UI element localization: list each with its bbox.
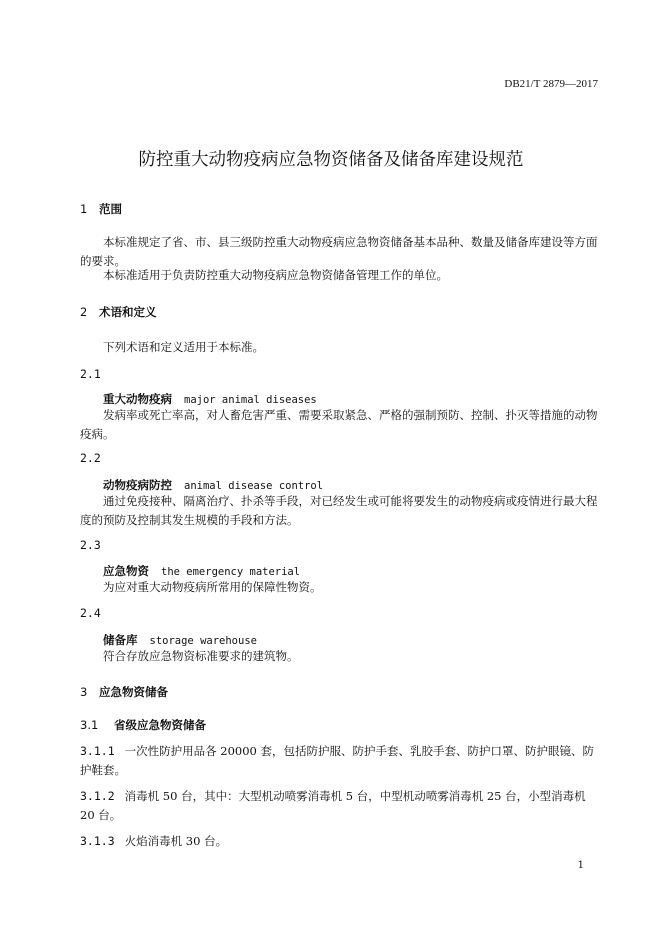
section-title: 应急物资储备 (99, 685, 168, 699)
page-number: 1 (577, 860, 584, 871)
term-number: 2.2 (80, 451, 101, 465)
term-heading (103, 563, 300, 579)
section-2-heading (80, 304, 157, 320)
standard-code: DB21/T 2879—2017 (504, 78, 598, 90)
section-3-heading (80, 684, 168, 700)
paragraph: 本标准适用于负责防控重大动物疫病应急物资储备管理工作的单位。 (103, 268, 448, 282)
clause-text: 一次性防护用品各 20000 套，包括防护服、防护手套、乳胶手套、防护口罩、防护眼镜、防护鞋套。 (80, 744, 595, 777)
clause-3-1-2 (80, 787, 601, 825)
section-title: 术语和定义 (99, 305, 157, 319)
section-title: 范围 (99, 202, 122, 216)
term-definition: 通过免疫接种、隔离治疗、扑杀等手段，对已经发生或可能将要发生的动物疫病或疫情进行最大程度的预防及控制其发生规模的手段和方法。 (80, 494, 598, 527)
term-name-en: major animal diseases (184, 394, 317, 406)
section-number: 1 (80, 202, 88, 216)
clause-number: 3.1.1 (80, 744, 115, 758)
clause-text: 火焰消毒机 30 台。 (124, 834, 228, 848)
term-heading (103, 391, 317, 407)
term-name-en: animal disease control (184, 480, 324, 492)
section-1-heading (80, 201, 122, 217)
term-definition: 发病率或死亡率高，对人畜危害严重、需要采取紧急、严格的强制预防、控制、扑灭等措施的动物疫病。 (80, 408, 598, 441)
section-number: 3 (80, 685, 88, 699)
term-name-en: storage warehouse (149, 635, 257, 647)
term-number: 2.3 (80, 538, 101, 552)
clause-3-1-1 (80, 742, 601, 780)
clause-3-1-3 (80, 832, 601, 851)
clause-number: 3.1.2 (80, 789, 115, 803)
paragraph: 下列术语和定义适用于本标准。 (103, 340, 264, 354)
term-heading (103, 632, 257, 648)
term-number: 2.1 (80, 367, 101, 381)
subsection-3-1-heading (80, 717, 206, 733)
term-number: 2.4 (80, 606, 101, 620)
term-name-zh: 应急物资 (103, 564, 149, 578)
term-name-zh: 重大动物疫病 (103, 392, 172, 406)
document-title: 防控重大动物疫病应急物资储备及储备库建设规范 (138, 150, 524, 170)
term-definition: 为应对重大动物疫病所常用的保障性物资。 (103, 580, 322, 594)
term-name-zh: 动物疫病防控 (103, 478, 172, 492)
subsection-number: 3.1 (80, 718, 99, 732)
term-heading (103, 477, 323, 493)
term-name-zh: 储备库 (103, 633, 138, 647)
paragraph: 本标准规定了省、市、县三级防控重大动物疫病应急物资储备基本品种、数量及储备库建设等方面的要求。 (80, 235, 598, 268)
section-number: 2 (80, 305, 88, 319)
clause-text: 消毒机 50 台，其中：大型机动喷雾消毒机 5 台，中型机动喷雾消毒机 25 台，小型消毒机 20 台。 (80, 789, 586, 822)
term-definition: 符合存放应急物资标准要求的建筑物。 (103, 649, 299, 663)
term-name-en: the emergency material (161, 566, 301, 578)
subsection-title: 省级应急物资储备 (114, 718, 206, 732)
clause-number: 3.1.3 (80, 834, 115, 848)
